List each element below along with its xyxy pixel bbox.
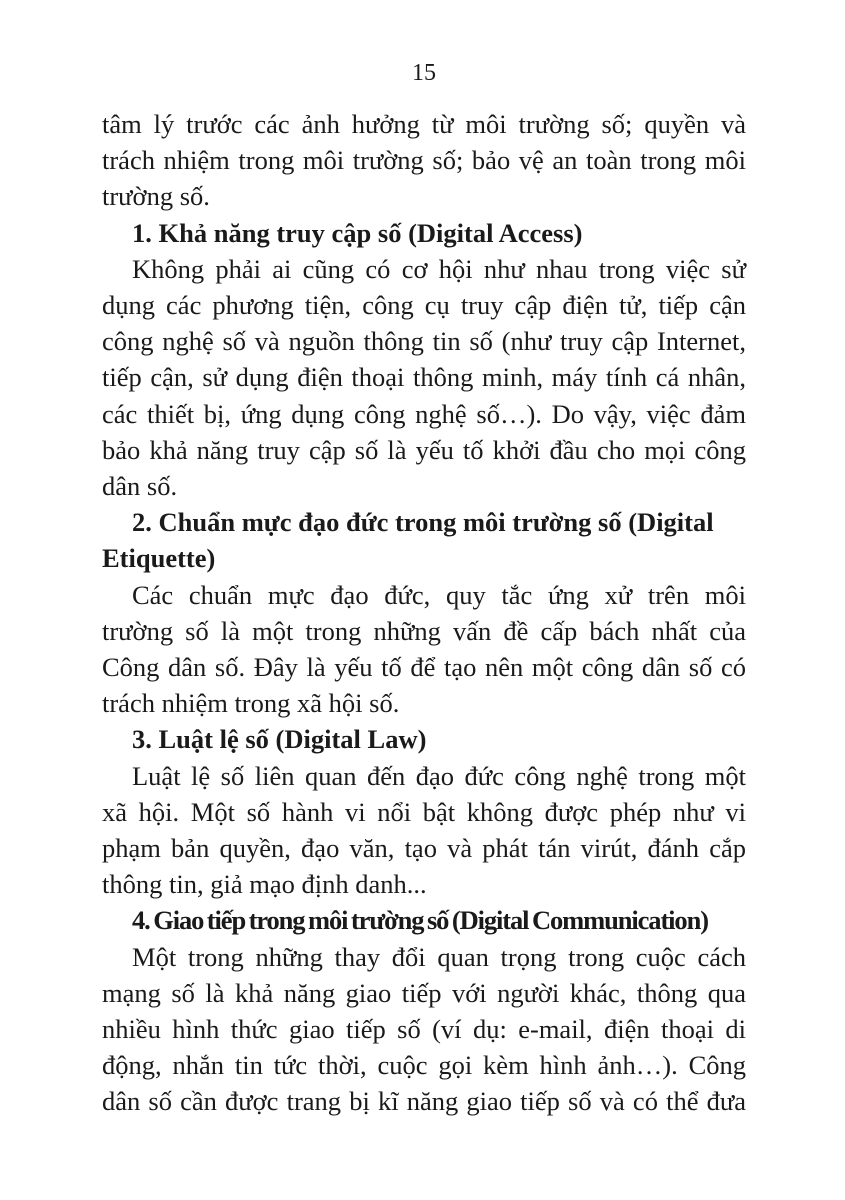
text-line: tiếp cận, sử dụng điện thoại thông minh, máy tính cá nhân, [102,362,746,393]
heading-line: 1. Khả năng truy cập số (Digital Access) [132,217,583,248]
text-line: tâm lý trước các ảnh hưởng từ môi trường số; quyền và [102,109,746,139]
text-line: Các chuẩn mực đạo đức, quy tắc ứng xử trên môi [132,579,746,610]
paragraph-digital-communication [102,939,746,1120]
paragraph-digital-law [102,758,746,903]
document-page [102,58,746,1120]
heading-line: 2. Chuẩn mực đạo đức trong môi trường số (Digital [132,507,714,538]
heading-digital-law [102,721,746,757]
text-line: Không phải ai cũng có cơ hội như nhau trong việc sử [132,253,746,284]
heading-digital-etiquette [102,504,746,576]
heading-line: 4. Giao tiếp trong môi trường số (Digital Communication) [132,905,708,936]
text-line: động, nhắn tin tức thời, cuộc gọi kèm hình ảnh…). Công [102,1050,746,1081]
text-line: trách nhiệm trong xã hội số. [102,688,400,719]
text-line: dụng các phương tiện, công cụ truy cập điện tử, tiếp cận [102,290,746,321]
text-line: mạng số là khả năng giao tiếp với người khác, thông qua [102,977,746,1008]
text-line: dân số cần được trang bị kĩ năng giao tiếp số và có thể đưa [102,1086,746,1117]
text-line: trường số. [102,181,210,212]
heading-digital-communication [102,902,746,938]
text-line: Luật lệ số liên quan đến đạo đức công nghệ trong một [132,760,746,791]
text-line: thông tin, giả mạo định danh... [102,869,427,900]
text-line: các thiết bị, ứng dụng công nghệ số…). Do vậy, việc đảm [102,398,746,429]
paragraph-digital-access [102,251,746,504]
text-line: Công dân số. Đây là yếu tố để tạo nên một công dân số có [102,652,746,683]
heading-digital-access [102,215,746,251]
heading-line: 3. Luật lệ số (Digital Law) [132,724,427,755]
page-number: 15 [412,60,436,86]
text-line: phạm bản quyền, đạo văn, tạo và phát tán virút, đánh cắp [102,833,746,864]
text-line: bảo khả năng truy cập số là yếu tố khởi đầu cho mọi công [102,434,746,465]
text-line: dân số. [102,471,178,502]
text-line: Một trong những thay đổi quan trọng trong cuộc cách [132,941,746,972]
text-line: xã hội. Một số hành vi nổi bật không được phép như vi [102,796,746,827]
text-line: nhiều hình thức giao tiếp số (ví dụ: e-mail, điện thoại di [102,1014,746,1045]
heading-line: Etiquette) [102,543,216,574]
text-line: trường số là một trong những vấn đề cấp bách nhất của [102,615,746,646]
text-line: công nghệ số và nguồn thông tin số (như truy cập Internet, [102,326,746,357]
text-line: trách nhiệm trong môi trường số; bảo vệ an toàn trong môi [102,145,746,176]
paragraph-digital-etiquette [102,577,746,722]
paragraph-intro-continuation [102,106,746,215]
